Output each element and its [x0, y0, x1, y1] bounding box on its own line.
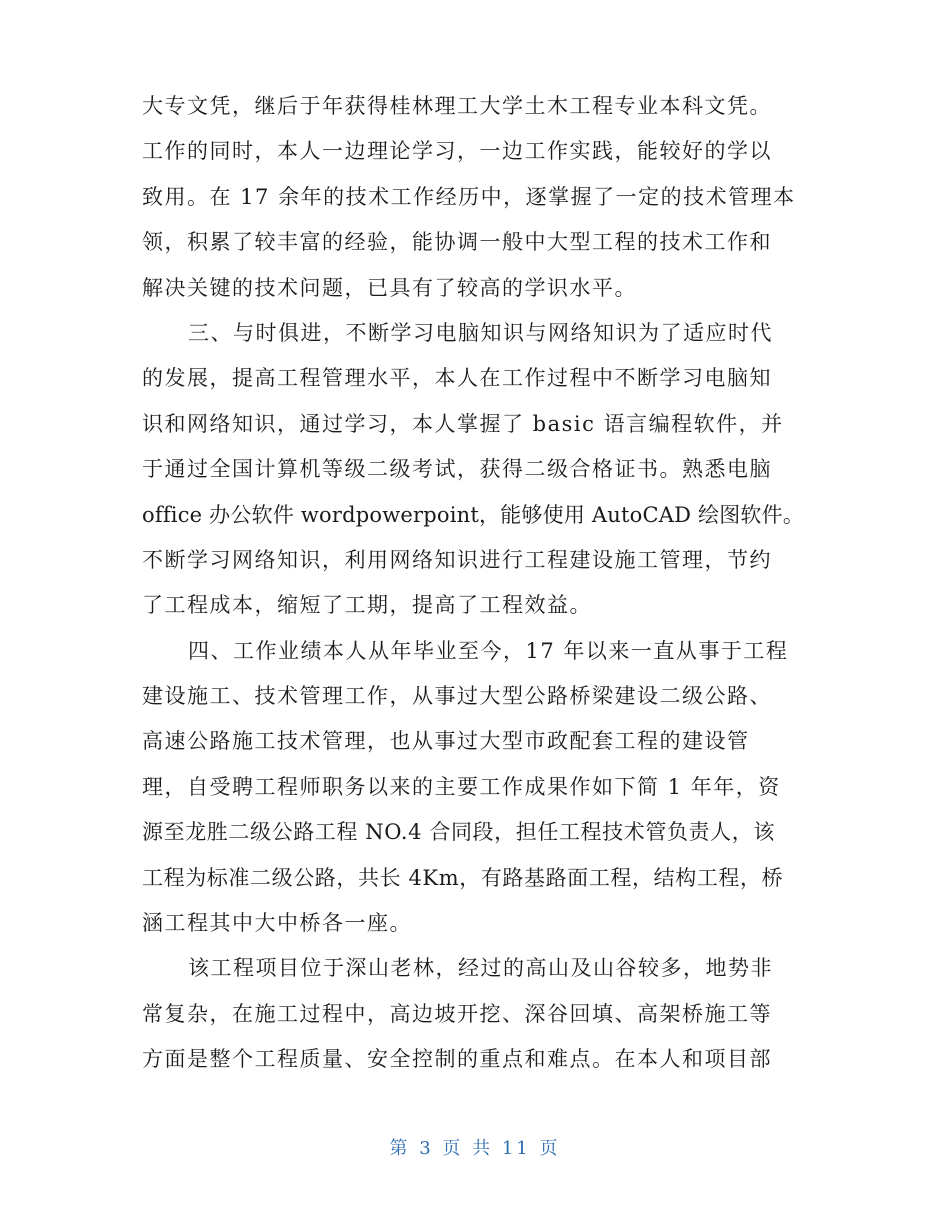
text-line: office 办公软件 wordpowerpoint，能够使用 AutoCAD 绘图软件。	[142, 502, 805, 527]
text-line: 方面是整个工程质量、安全控制的重点和难点。在本人和项目部	[142, 1047, 772, 1072]
text-line: 不断学习网络知识，利用网络知识进行工程建设施工管理，节约	[142, 547, 772, 572]
text-line: 了工程成本，缩短了工期，提高了工程效益。	[142, 593, 592, 618]
text-line: 四、工作业绩本人从年毕业至今，17 年以来一直从事于工程	[188, 638, 789, 663]
document-body	[142, 84, 814, 1083]
text-line: 常复杂，在施工过程中，高边坡开挖、深谷回填、高架桥施工等	[142, 1001, 772, 1026]
text-line: 领，积累了较丰富的经验，能协调一般中大型工程的技术工作和	[142, 230, 772, 255]
text-line: 解决关键的技术问题，已具有了较高的学识水平。	[142, 275, 637, 300]
text-line: 工作的同时，本人一边理论学习，一边工作实践，能较好的学以	[142, 139, 772, 164]
text-line: 高速公路施工技术管理，也从事过大型市政配套工程的建设管	[142, 729, 750, 754]
text-line: 理，自受聘工程师职务以来的主要工作成果作如下简 1 年年，资	[142, 774, 781, 799]
text-line: 建设施工、技术管理工作，从事过大型公路桥梁建设二级公路、	[142, 684, 772, 709]
text-line: 于通过全国计算机等级二级考试，获得二级合格证书。熟悉电脑	[142, 457, 772, 482]
page-number-footer: 第 3 页 共 11 页	[389, 1138, 561, 1159]
text-line: 识和网络知识，通过学习，本人掌握了 basic 语言编程软件，并	[142, 411, 784, 436]
text-line: 源至龙胜二级公路工程 NO.4 合同段，担任工程技术管负责人，该	[142, 820, 775, 845]
text-line: 致用。在 17 余年的技术工作经历中，逐掌握了一定的技术管理本	[142, 184, 796, 209]
text-line: 该工程项目位于深山老林，经过的高山及山谷较多，地势非	[188, 956, 773, 981]
text-line: 涵工程其中大中桥各一座。	[142, 911, 412, 936]
text-line: 三、与时俱进，不断学习电脑知识与网络知识为了适应时代	[188, 320, 773, 345]
text-line: 的发展，提高工程管理水平，本人在工作过程中不断学习电脑知	[142, 366, 772, 391]
text-line: 大专文凭，继后于年获得桂林理工大学土木工程专业本科文凭。	[142, 94, 772, 118]
text-line: 工程为标准二级公路，共长 4Km，有路基路面工程，结构工程，桥	[142, 865, 784, 890]
